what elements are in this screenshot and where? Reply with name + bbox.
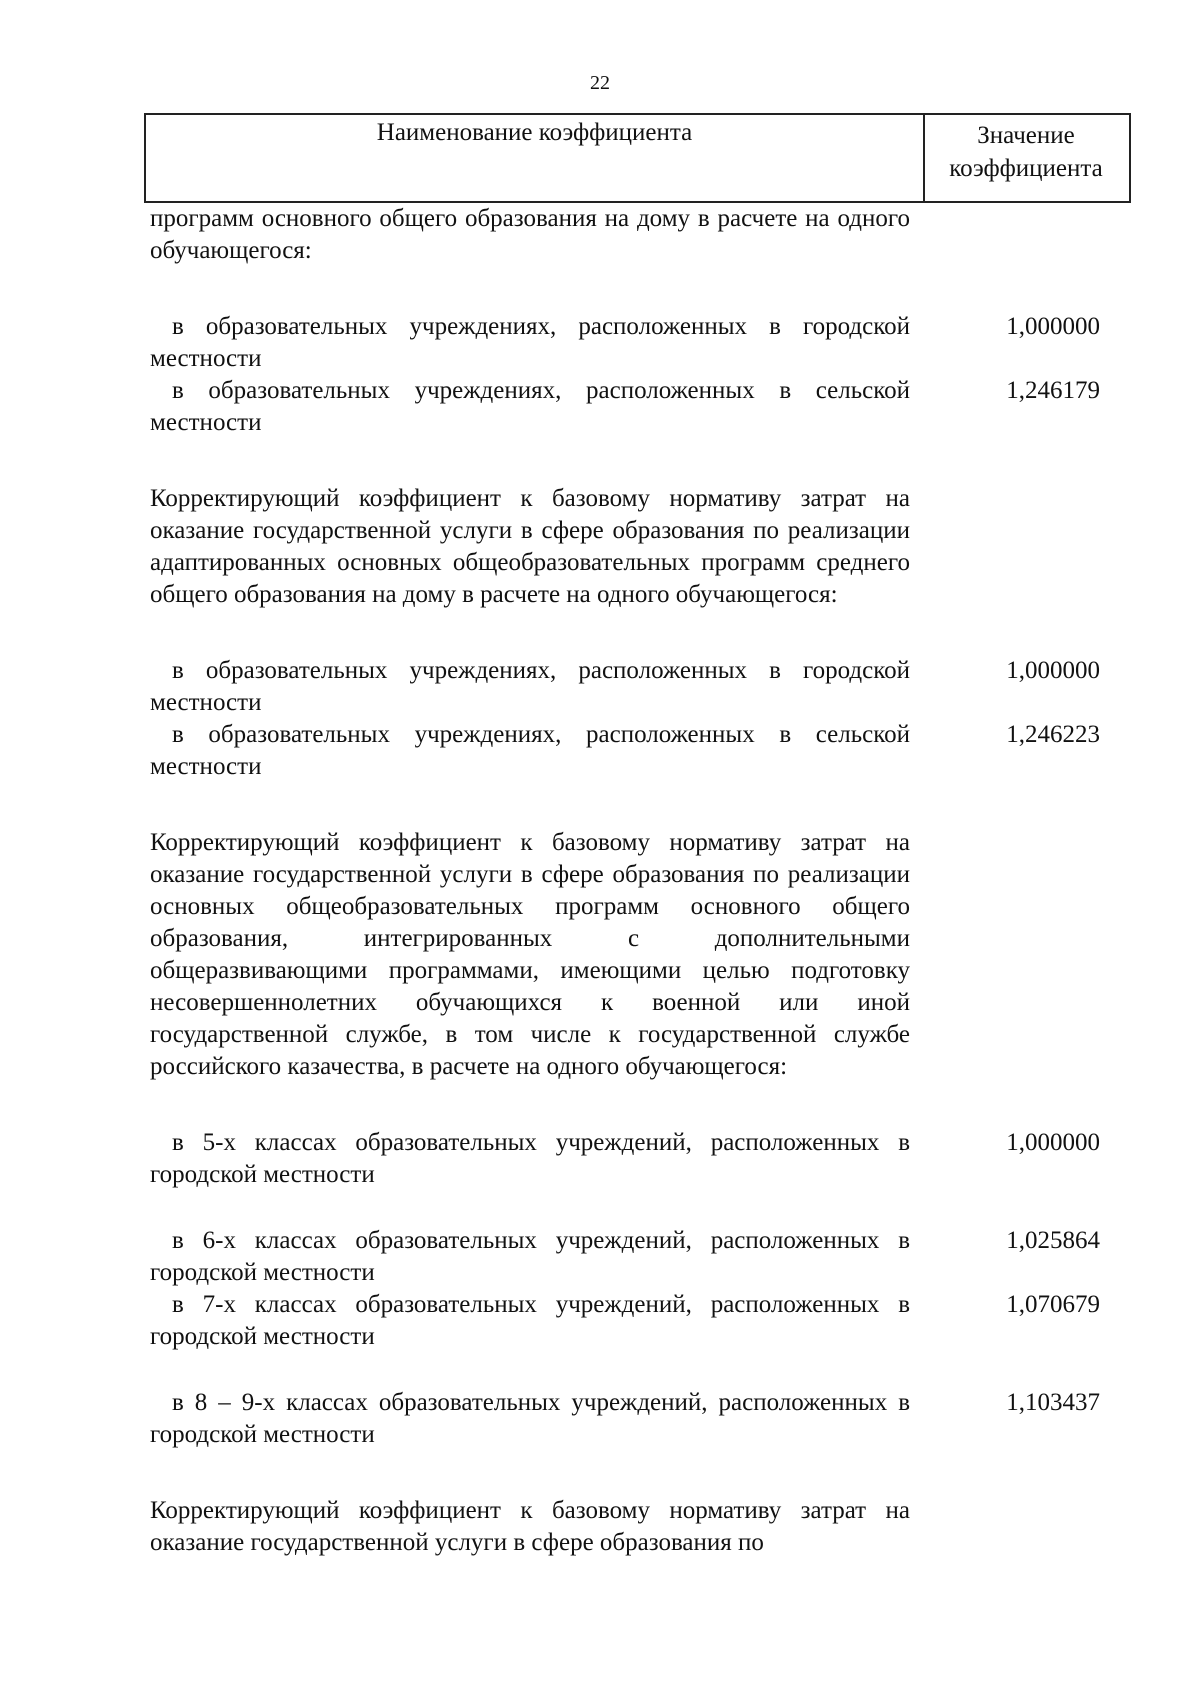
header-value-column — [923, 115, 1129, 201]
coefficient-value: 1,103437 — [1006, 1389, 1100, 1416]
header-name-label: Наименование коэффициента — [376, 119, 693, 146]
header-name-column — [146, 115, 925, 201]
coefficient-name: в 8 – 9-х классах образовательных учреждений, расположенных в городской местности — [150, 1389, 910, 1448]
table-row — [150, 1289, 1128, 1353]
page-number: 22 — [590, 72, 610, 94]
coefficient-value — [910, 827, 1110, 1083]
table-row — [150, 1387, 1128, 1451]
coefficient-value: 1,025864 — [1006, 1227, 1100, 1254]
table-body — [150, 203, 1128, 1559]
coefficient-name: в 7-х классах образовательных учреждений, расположенных в городской местности — [150, 1291, 910, 1350]
table-row — [150, 483, 1128, 611]
table-row — [150, 1127, 1128, 1191]
coefficient-value: 1,246179 — [1006, 377, 1100, 404]
table-row — [150, 655, 1128, 719]
header-value-label-1: Значение — [977, 122, 1075, 149]
table-header — [144, 113, 1131, 203]
header-value-label-2: коэффициента — [949, 155, 1103, 182]
coefficient-value — [910, 203, 1110, 267]
coefficient-name: в 6-х классах образовательных учреждений, расположенных в городской местности — [150, 1227, 910, 1286]
coefficient-value — [910, 483, 1110, 611]
coefficient-name: программ основного общего образования на дому в расчете на одного обучающегося: — [150, 205, 910, 264]
coefficient-value: 1,000000 — [1006, 313, 1100, 340]
coefficient-value: 1,070679 — [1006, 1291, 1100, 1318]
coefficient-name: в образовательных учреждениях, расположенных в городской местности — [150, 657, 910, 716]
table-row — [150, 203, 1128, 267]
coefficient-name: в образовательных учреждениях, расположенных в сельской местности — [150, 721, 910, 780]
coefficient-name: в образовательных учреждениях, расположенных в сельской местности — [150, 377, 910, 436]
coefficient-value: 1,000000 — [1006, 657, 1100, 684]
coefficient-name: в 5-х классах образовательных учреждений, расположенных в городской местности — [150, 1129, 910, 1188]
coefficient-value: 1,000000 — [1006, 1129, 1100, 1156]
coefficient-name: Корректирующий коэффициент к базовому нормативу затрат на оказание государственной услуги в сфере образования по — [150, 1497, 910, 1556]
table-row — [150, 375, 1128, 439]
table-row — [150, 1495, 1128, 1559]
coefficient-name: в образовательных учреждениях, расположенных в городской местности — [150, 313, 910, 372]
coefficient-name: Корректирующий коэффициент к базовому нормативу затрат на оказание государственной услуги в сфере образования по реализации основных общеобразовательных программ основного общего образования, интегрированных с дополнительными общеразвивающими программами, имеющими целью подготовку несовершеннолетних обучающихся к военной или иной государственной службе, в том числе к государственной службе российского казачества, в расчете на одного обучающегося: — [150, 829, 910, 1080]
coefficient-value — [910, 1495, 1110, 1559]
table-row — [150, 1225, 1128, 1289]
table-row — [150, 311, 1128, 375]
coefficient-name: Корректирующий коэффициент к базовому нормативу затрат на оказание государственной услуги в сфере образования по реализации адаптированных основных общеобразовательных программ среднего общего образования на дому в расчете на одного обучающегося: — [150, 485, 910, 608]
table-row — [150, 827, 1128, 1083]
coefficient-value: 1,246223 — [1006, 721, 1100, 748]
table-row — [150, 719, 1128, 783]
